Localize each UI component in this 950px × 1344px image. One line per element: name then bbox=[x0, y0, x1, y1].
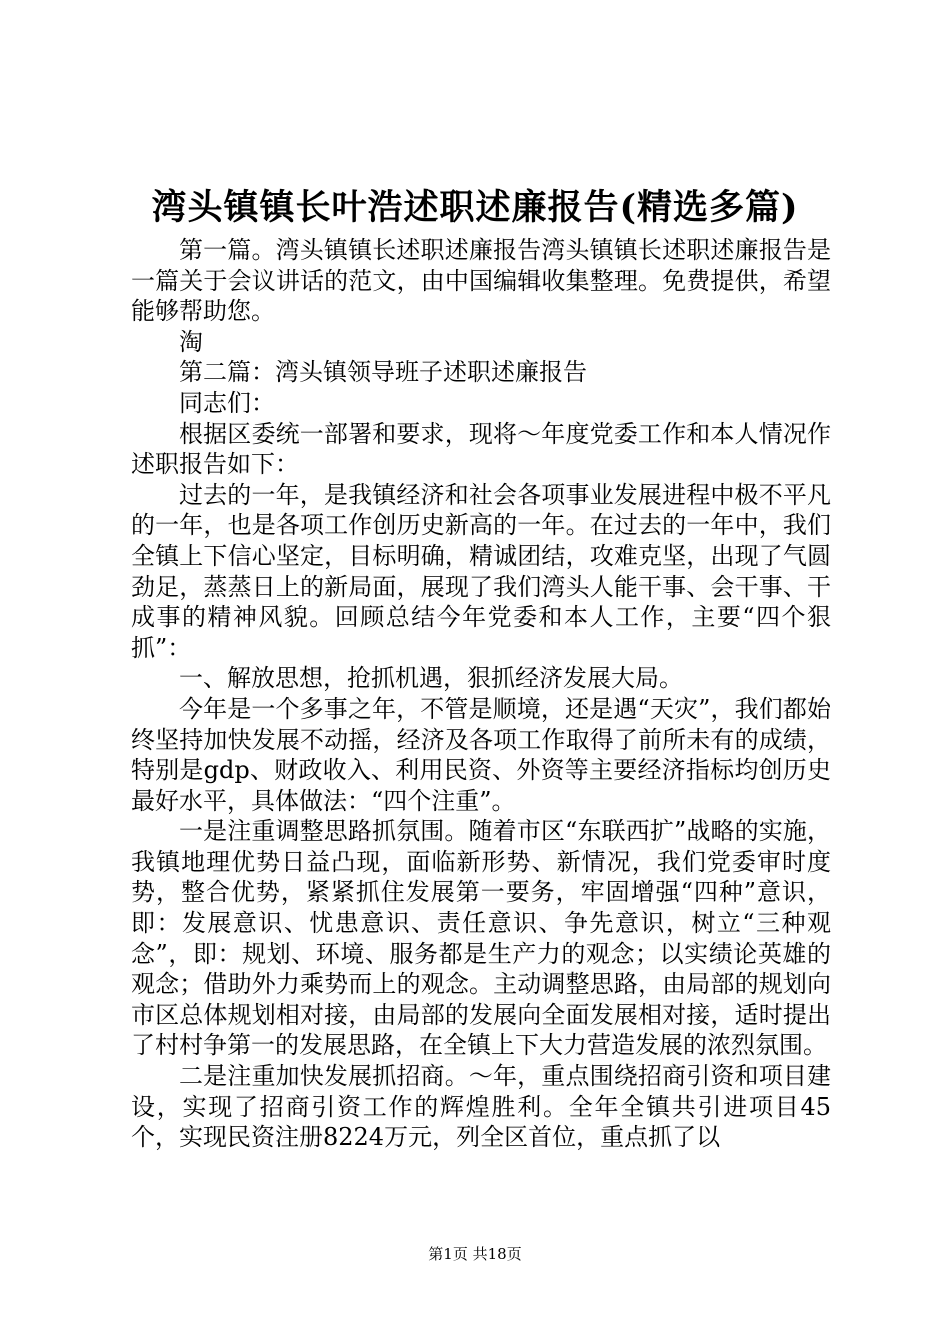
paragraph: 一是注重调整思路抓氛围。随着市区“东联西扩”战略的实施，我镇地理优势日益凸现，面临新形势、新情况，我们党委审时度势，整合优势，紧紧抓住发展第一要务，牢固增强“四种”意识，即：发展意识、忧患意识、责任意识、争先意识，树立“三种观念”，即：规划、环境、服务都是生产力的观念；以实绩论英雄的观念；借助外力乘势而上的观念。主动调整思路，由局部的规划向市区总体规划相对接，由局部的发展向全面发展相对接，适时提出了村村争第一的发展思路，在全镇上下大力营造发展的浓烈氛围。 bbox=[131, 817, 831, 1060]
paragraph: 第二篇：湾头镇领导班子述职述廉报告 bbox=[179, 358, 587, 387]
paragraph: 第一篇。湾头镇镇长述职述廉报告湾头镇镇长述职述廉报告是一篇关于会议讲话的范文，由中国编辑收集整理。免费提供，希望能够帮助您。 bbox=[131, 236, 831, 326]
paragraph: 过去的一年，是我镇经济和社会各项事业发展进程中极不平凡的一年，也是各项工作创历史新高的一年。在过去的一年中，我们全镇上下信心坚定，目标明确，精诚团结，攻难克坚，出现了气圆劲足，蒸蒸日上的新局面，展现了我们湾头人能干事、会干事、干成事的精神风貌。回顾总结今年党委和本人工作，主要“四个狠抓”： bbox=[131, 480, 831, 662]
page-footer: 第1页 共18页 bbox=[428, 1245, 522, 1263]
document-title: 湾头镇镇长叶浩述职述廉报告(精选多篇) bbox=[151, 187, 799, 228]
paragraph: 一、解放思想，抢抓机遇，狠抓经济发展大局。 bbox=[179, 664, 683, 693]
paragraph: 今年是一个多事之年，不管是顺境，还是遇“天灾”，我们都始终坚持加快发展不动摇，经济及各项工作取得了前所未有的成绩，特别是gdp、财政收入、利用民资、外资等主要经济指标均创历史最好水平，具体做法：“四个注重”。 bbox=[131, 694, 831, 815]
paragraph: 淘 bbox=[179, 327, 203, 356]
paragraph: 根据区委统一部署和要求，现将～年度党委工作和本人情况作述职报告如下： bbox=[131, 419, 831, 479]
paragraph: 同志们： bbox=[179, 388, 275, 417]
document-body bbox=[131, 235, 831, 1153]
paragraph: 二是注重加快发展抓招商。～年，重点围绕招商引资和项目建设，实现了招商引资工作的辉煌胜利。全年全镇共引进项目45个，实现民资注册8224万元，列全区首位，重点抓了以 bbox=[131, 1062, 831, 1152]
